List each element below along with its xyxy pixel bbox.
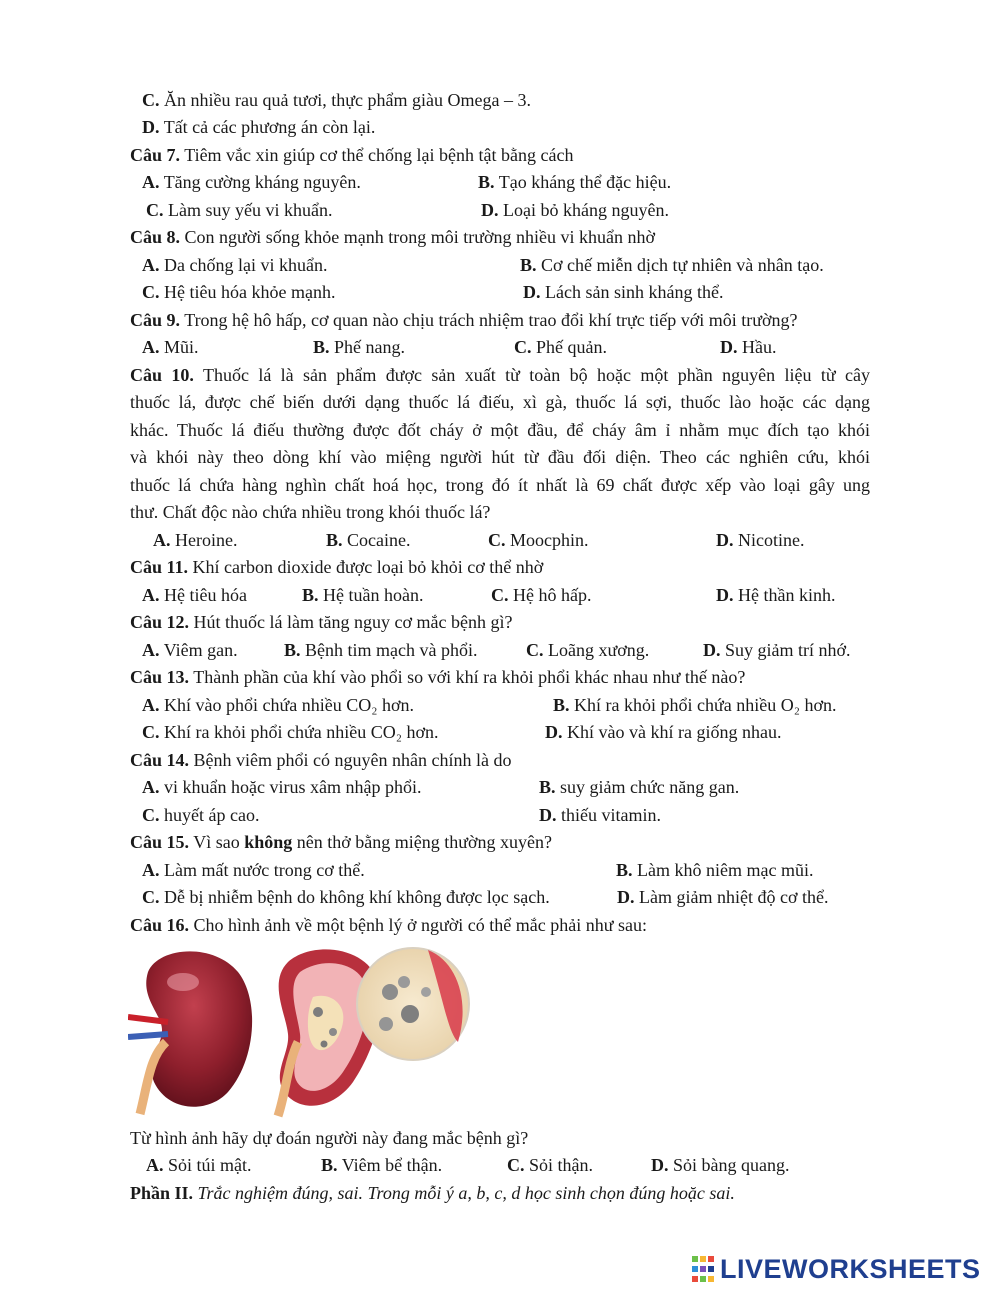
question-16-prompt: Từ hình ảnh hãy dự đoán người này đang mắc bệnh gì? [130, 1128, 529, 1148]
question-9: Câu 9. Trong hệ hô hấp, cơ quan nào chịu trách nhiệm trao đổi khí trực tiếp với môi trường? [130, 310, 798, 330]
q12-option-d[interactable]: D. Suy giảm trí nhớ. [703, 640, 851, 660]
q14-option-b[interactable]: B. suy giảm chức năng gan. [539, 777, 740, 797]
paragraph-line: và khói này theo dòng khí vào miệng người hút từ đầu đối diện. Theo các nghiên cứu, khói [130, 447, 870, 468]
question-16: Câu 16. Cho hình ảnh về một bệnh lý ở người có thể mắc phải như sau: [130, 915, 647, 935]
q10-option-d[interactable]: D. Nicotine. [716, 530, 805, 550]
q11-option-d[interactable]: D. Hệ thần kinh. [716, 585, 836, 605]
q8-option-d[interactable]: D. Lách sản sinh kháng thể. [523, 282, 724, 302]
q9-option-d[interactable]: D. Hầu. [720, 337, 777, 357]
q11-option-c[interactable]: C. Hệ hô hấp. [491, 585, 592, 605]
q15-option-a[interactable]: A. Làm mất nước trong cơ thể. [142, 860, 365, 880]
question-11: Câu 11. Khí carbon dioxide được loại bỏ khỏi cơ thể nhờ [130, 557, 544, 577]
q10-option-c[interactable]: C. Moocphin. [488, 530, 589, 550]
q12-option-c[interactable]: C. Loãng xương. [526, 640, 650, 660]
question-7: Câu 7. Tiêm vắc xin giúp cơ thể chống lại bệnh tật bằng cách [130, 145, 574, 165]
q15-option-d[interactable]: D. Làm giảm nhiệt độ cơ thể. [617, 887, 829, 907]
part-2-heading: Phần II. Trắc nghiệm đúng, sai. Trong mỗi ý a, b, c, d học sinh chọn đúng hoặc sai. [130, 1183, 735, 1203]
q15-option-c[interactable]: C. Dễ bị nhiễm bệnh do không khí không được lọc sạch. [142, 887, 550, 907]
paragraph-line: thuốc lá, được chế biến dưới dạng thuốc lá điếu, xì gà, thuốc lá sợi, thuốc lào hoặc các dạng [130, 392, 870, 413]
question-10 [130, 362, 870, 526]
question-15: Câu 15. Vì sao không nên thở bằng miệng thường xuyên? [130, 832, 552, 852]
q7-option-b[interactable]: B. Tạo kháng thể đặc hiệu. [478, 172, 672, 192]
q7-option-a[interactable]: A. Tăng cường kháng nguyên. [142, 172, 361, 192]
q16-option-b[interactable]: B. Viêm bể thận. [321, 1155, 443, 1175]
logo-text: LIVEWORKSHEETS [720, 1253, 981, 1284]
q16-option-c[interactable]: C. Sỏi thận. [507, 1155, 594, 1175]
q9-option-a[interactable]: A. Mũi. [142, 337, 199, 357]
q14-option-d[interactable]: D. thiếu vitamin. [539, 805, 661, 825]
q9-option-b[interactable]: B. Phế nang. [313, 337, 406, 357]
q8-option-a[interactable]: A. Da chống lại vi khuẩn. [142, 255, 328, 275]
q10-option-b[interactable]: B. Cocaine. [326, 530, 411, 550]
logo-grid-icon [692, 1256, 714, 1282]
q13-option-c[interactable]: C. Khí ra khỏi phổi chứa nhiều CO₂ hơn. [142, 722, 439, 742]
q11-option-a[interactable]: A. Hệ tiêu hóa [142, 585, 247, 605]
liveworksheets-logo [692, 1251, 981, 1287]
q13-option-d[interactable]: D. Khí vào và khí ra giống nhau. [545, 722, 782, 742]
question-8: Câu 8. Con người sống khỏe mạnh trong môi trường nhiều vi khuẩn nhờ [130, 227, 656, 247]
q7-option-d[interactable]: D. Loại bỏ kháng nguyên. [481, 200, 669, 220]
paragraph-line: khác. Thuốc lá điếu thường được đốt cháy ở một đầu, để cháy âm ỉ nhằm mục đích tạo khói [130, 419, 870, 440]
q16-option-d[interactable]: D. Sỏi bàng quang. [651, 1155, 790, 1175]
q14-option-a[interactable]: A. vi khuẩn hoặc virus xâm nhập phổi. [142, 777, 422, 797]
q13-option-b[interactable]: B. Khí ra khỏi phổi chứa nhiều O₂ hơn. [553, 695, 837, 715]
option-c[interactable]: C. Ăn nhiều rau quả tươi, thực phẩm giàu Omega – 3. [142, 90, 531, 110]
paragraph-line: Câu 10. Thuốc lá là sản phẩm được sản xuất từ toàn bộ hoặc một phần nguyên liệu từ cây [130, 365, 870, 385]
q14-option-c[interactable]: C. huyết áp cao. [142, 805, 260, 825]
paragraph-line: thư. Chất độc nào chứa nhiều trong khói thuốc lá? [130, 501, 491, 522]
q8-option-b[interactable]: B. Cơ chế miễn dịch tự nhiên và nhân tạo. [520, 255, 824, 275]
magnified-stones-icon [357, 948, 469, 1060]
kidney-icon [128, 951, 252, 1114]
q11-option-b[interactable]: B. Hệ tuần hoàn. [302, 585, 424, 605]
question-13: Câu 13. Thành phần của khí vào phổi so với khí ra khỏi phổi khác nhau như thế nào? [130, 667, 746, 687]
kidney-stone-illustration [128, 942, 473, 1118]
q15-option-b[interactable]: B. Làm khô niêm mạc mũi. [616, 860, 814, 880]
question-14: Câu 14. Bệnh viêm phổi có nguyên nhân chính là do [130, 750, 512, 770]
q12-option-a[interactable]: A. Viêm gan. [142, 640, 238, 660]
q12-option-b[interactable]: B. Bệnh tim mạch và phổi. [284, 640, 478, 660]
question-12: Câu 12. Hút thuốc lá làm tăng nguy cơ mắc bệnh gì? [130, 612, 513, 632]
q8-option-c[interactable]: C. Hệ tiêu hóa khỏe mạnh. [142, 282, 336, 302]
q9-option-c[interactable]: C. Phế quản. [514, 337, 607, 357]
q13-option-a[interactable]: A. Khí vào phổi chứa nhiều CO₂ hơn. [142, 695, 415, 715]
option-d[interactable]: D. Tất cả các phương án còn lại. [142, 117, 376, 137]
q16-option-a[interactable]: A. Sỏi túi mật. [146, 1155, 252, 1175]
q10-option-a[interactable]: A. Heroine. [153, 530, 238, 550]
paragraph-line: thuốc lá chứa hàng nghìn chất hoá học, trong đó ít nhất là 69 chất được xếp vào loại gây ung [130, 474, 870, 495]
q7-option-c[interactable]: C. Làm suy yếu vi khuẩn. [146, 200, 333, 220]
